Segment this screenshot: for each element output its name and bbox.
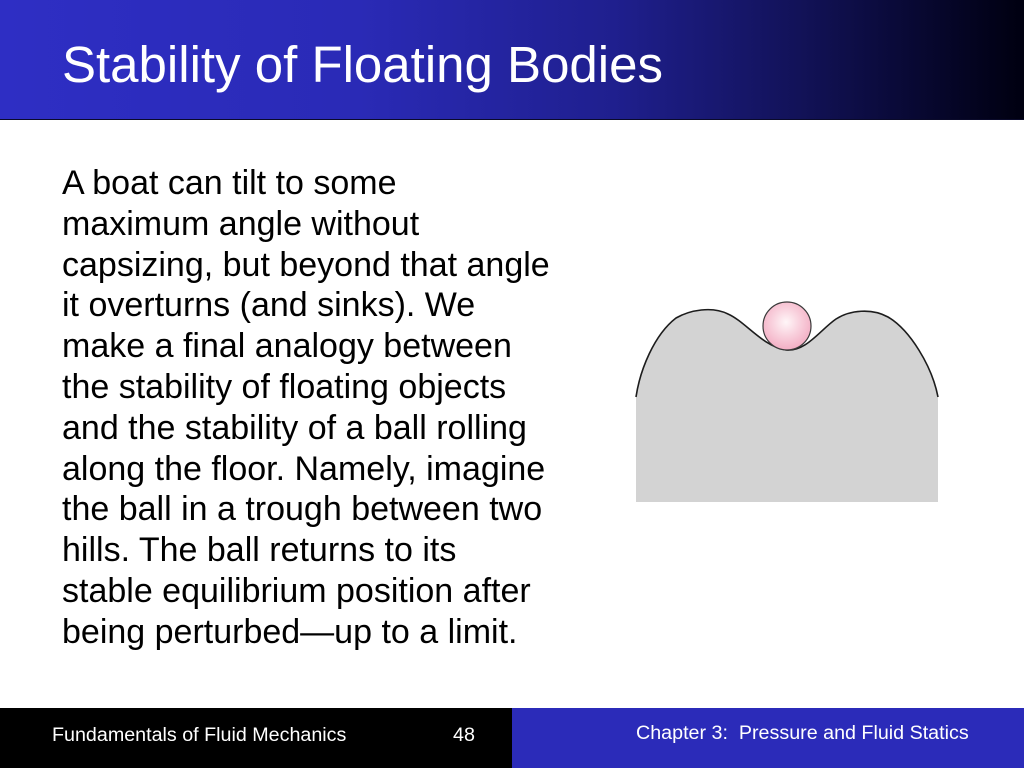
- title-bar: [0, 0, 1024, 120]
- body-text-line: along the floor. Namely, imagine: [62, 449, 546, 488]
- body-text-line: and the stability of a ball rolling: [62, 408, 527, 447]
- body-text-line: maximum angle without: [62, 204, 420, 243]
- ball-in-trough-figure: [630, 298, 942, 506]
- body-text-line: capsizing, but beyond that angle: [62, 245, 550, 284]
- footer-right-band: [512, 708, 1024, 768]
- course-title: Fundamentals of Fluid Mechanics: [52, 724, 347, 746]
- ball: [763, 302, 811, 350]
- body-text-line: stable equilibrium position after: [62, 571, 531, 610]
- page-number: 48: [453, 724, 475, 746]
- body-paragraph: [62, 163, 550, 653]
- body-text-line: the ball in a trough between two: [62, 490, 543, 529]
- body-text-line: A boat can tilt to some: [62, 164, 397, 202]
- chapter-label: Chapter 3: Pressure and Fluid Statics: [636, 722, 969, 744]
- body-text-line: being perturbed—up to a limit.: [62, 612, 518, 651]
- body-text-line: the stability of floating objects: [62, 367, 507, 406]
- body-text-line: make a final analogy between: [62, 327, 512, 366]
- body-text-line: it overturns (and sinks). We: [62, 286, 476, 325]
- body-text-line: hills. The ball returns to its: [62, 531, 457, 570]
- footer-left-band: [0, 708, 512, 768]
- slide-title: Stability of Floating Bodies: [62, 36, 663, 93]
